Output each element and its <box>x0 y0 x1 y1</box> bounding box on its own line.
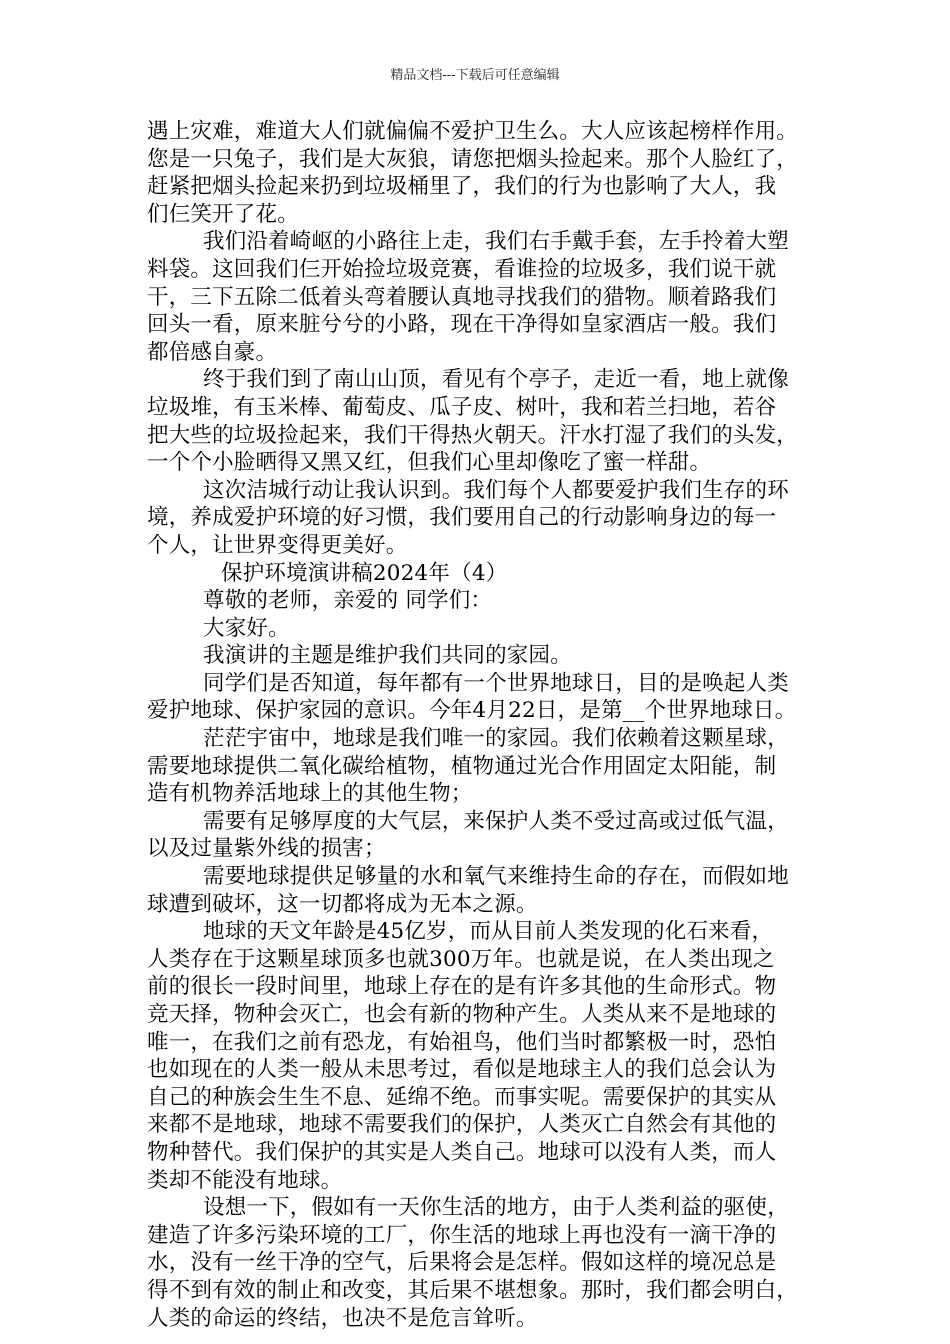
text-line: 爱护地球、保护家园的意识。今年4月22日，是第__个世界地球日。 <box>147 698 797 724</box>
text-line: 大家好。 <box>203 615 290 641</box>
text-line: 终于我们到了南山山顶，看见有个亭子，走近一看，地上就像 <box>203 367 789 393</box>
text-line: 您是一只兔子，我们是大灰狼，请您把烟头捡起来。那个人脸红了， <box>147 146 799 172</box>
text-line: 类却不能没有地球。 <box>147 1167 343 1193</box>
text-line: 我演讲的主题是维护我们共同的家园。 <box>203 643 572 669</box>
text-line: 唯一，在我们之前有恐龙，有始祖鸟，他们当时都繁极一时，恐怕 <box>147 1029 777 1055</box>
text-line: 尊敬的老师，亲爱的 同学们： <box>203 588 493 614</box>
text-line: 建造了许多污染环境的工厂，你生活的地球上再也没有一滴干净的 <box>147 1222 777 1248</box>
text-line: 把大些的垃圾捡起来，我们干得热火朝天。汗水打湿了我们的头发， <box>147 422 799 448</box>
text-line: 这次洁城行动让我认识到。我们每个人都要爱护我们生存的环 <box>203 477 789 503</box>
text-line: 干，三下五除二低着头弯着腰认真地寻找我们的猎物。顺着路我们 <box>147 284 777 310</box>
text-line: 竞天择，物种会灭亡，也会有新的物种产生。人类从来不是地球的 <box>147 1002 777 1027</box>
text-line: 料袋。这回我们仨开始捡垃圾竞赛，看谁捡的垃圾多，我们说干就 <box>147 256 777 282</box>
page-header: 精品文档---下载后可任意编辑 <box>390 68 560 83</box>
text-line: 们仨笑开了花。 <box>147 201 299 227</box>
text-line: 造有机物养活地球上的其他生物； <box>147 781 473 807</box>
text-line: 人类的命运的终结，也决不是危言耸听。 <box>147 1305 538 1331</box>
text-line: 我们沿着崎岖的小路往上走，我们右手戴手套，左手拎着大塑 <box>203 229 789 255</box>
text-line: 一个个小脸晒得又黑又红，但我们心里却像吃了蜜一样甜。 <box>147 450 712 476</box>
text-line: 物种替代。我们保护的其实是人类自己。地球可以没有人类，而人 <box>147 1139 777 1165</box>
section-title: 保护环境演讲稿2024年（4） <box>221 560 508 586</box>
text-line: 回头一看，原来脏兮兮的小路，现在干净得如皇家酒店一般。我们 <box>147 312 777 338</box>
text-line: 也如现在的人类一般从未思考过，看似是地球主人的我们总会认为 <box>147 1057 777 1083</box>
text-line: 需要地球提供二氧化碳给植物，植物通过光合作用固定太阳能，制 <box>147 753 777 779</box>
text-line: 境，养成爱护环境的好习惯，我们要用自己的行动影响身边的每一 <box>147 505 777 531</box>
text-line: 垃圾堆，有玉米棒、葡萄皮、瓜子皮、树叶，我和若兰扫地，若谷 <box>147 394 777 420</box>
text-line: 设想一下，假如有一天你生活的地方，由于人类利益的驱使， <box>203 1195 789 1221</box>
text-line: 自己的种族会生生不息、延绵不绝。而事实呢。需要保护的其实从 <box>147 1084 777 1110</box>
text-line: 人类存在于这颗星球顶多也就300万年。也就是说，在人类出现之 <box>147 946 775 972</box>
document-body <box>147 118 827 1332</box>
text-line: 同学们是否知道，每年都有一个世界地球日，目的是唤起人类 <box>203 670 789 696</box>
text-line: 赶紧把烟头捡起来扔到垃圾桶里了，我们的行为也影响了大人，我 <box>147 174 777 200</box>
text-line: 地球的天文年龄是45亿岁，而从目前人类发现的化石来看， <box>203 919 774 945</box>
text-line: 来都不是地球，地球不需要我们的保护，人类灭亡自然会有其他的 <box>147 1112 777 1138</box>
text-line: 都倍感自豪。 <box>147 339 278 365</box>
text-line: 球遭到破坏，这一切都将成为无本之源。 <box>147 891 538 917</box>
text-line: 个人，让世界变得更美好。 <box>147 532 408 558</box>
text-line: 需要地球提供足够量的水和氧气来维持生命的存在，而假如地 <box>203 864 789 890</box>
text-line: 前的很长一段时间里，地球上存在的是有许多其他的生命形式。物 <box>147 974 777 1000</box>
text-line: 水，没有一丝干净的空气，后果将会是怎样。假如这样的境况总是 <box>147 1250 777 1276</box>
text-line: 得不到有效的制止和改变，其后果不堪想象。那时，我们都会明白， <box>147 1277 799 1303</box>
text-line: 以及过量紫外线的损害； <box>147 836 386 862</box>
text-line: 需要有足够厚度的大气层，来保护人类不受过高或过低气温， <box>203 808 789 834</box>
text-line: 遇上灾难，难道大人们就偏偏不爱护卫生么。大人应该起榜样作用。 <box>147 119 799 144</box>
text-line: 茫茫宇宙中，地球是我们唯一的家园。我们依赖着这颗星球， <box>203 726 789 752</box>
